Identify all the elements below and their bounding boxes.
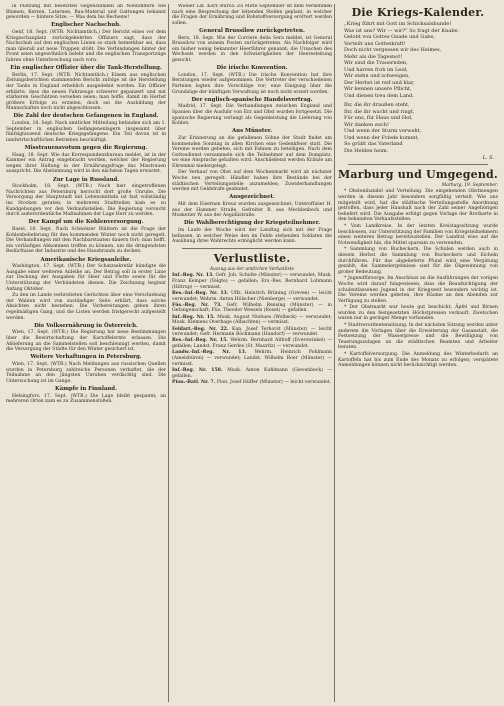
casualty-names: Wehrm. Bernhard Althoff (Everswinkel) — gefallen; Landst. Franz Gerdes (St. Mauritz) — verwundet. xyxy=(172,338,332,350)
local-news-item: * Jugendfürsorge. Im Anschluss an die Ausführungen der vorigen Woche wird darauf hingewiesen, dass die Beaufsichtigung der schulentlassenen Jugend in der Kriegszeit besonders wichtig ist. Die Vereine werden gebeten, ihre Räume an den Abenden zur Verfügung zu stellen. xyxy=(338,276,498,304)
article-headline: Ausgezeichnet. xyxy=(229,194,275,201)
casualty-entry xyxy=(172,327,332,338)
local-news-item: * Sammlung von Bucheckern. Die Schulen werden auch in diesem Herbst die Sammlung von Bucheckern und Eicheln durchführen. Für das abgelieferte Pfund wird eine Vergütung gezahlt; die Sammelergebnisse sind für die Ölgewinnung von großer Bedeutung. xyxy=(338,247,498,275)
poem-stanza: „Krieg führt mit Gott im Schicksalsbunde! Was ist uns? Wir — wir?“ So fragt der Knabe. Gelobt von Gottes Gnade und Gabe, Verteilt uns Gotteskraft! Doch nicht vergessen wir des Heimes, Mehr als die Tagesnot! Wir sind die Trauernden, Und harren froh im Leid; Wir stehn und schweigen, Der Herbst ist reif und klar, Wir kennen unsere Pflicht, Und dienen treu dem Land. xyxy=(344,21,460,99)
article-headline: Amerikanische Kriegsanleihe. xyxy=(40,256,132,263)
casualty-names: Wehrm. Heinrich Pohlmann (Amelsbüren) — verwundet; Landst. Wilhelm Roer (Münster) — vermisst. xyxy=(172,350,332,367)
column-divider xyxy=(168,4,169,702)
casualty-names: Gefr. Joh. Schulte (Münster) — verwundet; Musk. Franz Kemper (Telgte) — gefallen; Ers.-Res. Bernhard Lohmann (Hiltrup) — vermisst. xyxy=(172,273,332,290)
column-right xyxy=(338,4,498,702)
casualty-entry xyxy=(172,291,332,302)
casualty-entry xyxy=(172,273,332,290)
article-text: Basel, 18. Sept. Nach Schweizer Blättern ist die Frage der Kohlenbelieferung für den kommenden Winter noch nicht geregelt. Die Verhandlungen mit den Nachbarstaaten dauern fort; man hofft, ein vorläufiges Abkommen treffen zu können, um die dringendsten Bedürfnisse der Industrie und des Hausbrands zu decken. xyxy=(6,227,166,255)
regiment-label: Pion.-Batl. Nr. 7. xyxy=(172,379,217,385)
section-subtitle: Auszug aus der amtlichen Verlustliste xyxy=(209,266,295,272)
casualty-entry xyxy=(172,350,332,367)
article-headline: Ein englischer Offizier über die Tank-Herstellung. xyxy=(10,65,162,72)
regiment-label: Inf.-Reg. Nr. 15. xyxy=(172,314,218,320)
article-text: Madrid, 17. Sept. Die Verhandlungen zwischen England und Spanien über die Ausfuhr von Erz und Obst wurden fortgesetzt. Die spanische Regierung verlangt als Gegenleistung die Lieferung von Kohlen. xyxy=(172,104,332,127)
local-news-item: * Vom Landkreise. In der letzten Kreistagssitzung wurde beschlossen, zur Unterstützung der Familien von Kriegsteilnehmern einen weiteren Betrag bereitzustellen. Der Landrat wies auf die Notwendigkeit hin, die Mittel sparsam zu verwenden. xyxy=(338,223,498,246)
article-text: Genf, 18. Sept. (WTB. Nichtamtlich.) Der Bericht eines vor dem Kriegsschauplatz zurückgekehrten Offiziers sagt, dass der Nachschub auf den englischen Linien so stark bemerkbar sei, dass man überall auf neue Truppen stößt. Die Verbindungen hinter der Front seien ungewöhnlich belebt und die englischen Transportzüge fahren ohne Unterbrechung nach vorn. xyxy=(6,29,166,63)
article-headline: Die irische Konvention. xyxy=(216,65,288,72)
article-headline: General Brussilow zurückgetreten. xyxy=(199,27,305,34)
local-news-item: * Kartoffelversorgung. Die Anmeldung des Winterbedarfs an Kartoffeln hat bis zum Ende des Monats zu erfolgen; verspätete Anmeldungen können nicht berücksichtigt werden. xyxy=(338,352,498,369)
local-news-item: * Stadtverordnetensitzung. In der nächsten Sitzung werden unter anderem die Vorlagen über die Erweiterung der Gasanstalt, die Festsetzung der Wasserpreise und die Bewilligung von Teuerungszulagen an die städtischen Beamten und Arbeiter beraten. xyxy=(338,323,498,351)
article-headline: Zur Lage in Russland. xyxy=(52,176,120,183)
regiment-label: Feldart.-Reg. Nr. 22. xyxy=(172,326,233,332)
casualty-entry xyxy=(172,380,332,386)
casualty-names: Musk. Anton Kuhlmann (Gievenbeck) — gefallen. xyxy=(172,367,332,379)
casualty-names: Uffz. Heinrich Brüning (Greven) — leicht verwundet; Wehrm. Anton Hölscher (Nienberge) — verwundet. xyxy=(172,290,332,302)
article-text: Zur Erinnerung an die gefallenen Söhne der Stadt findet am kommenden Sonntag in allen Kirchen eine Gedenkfeier statt. Die Vereine werden gebeten, sich mit Fahnen zu beteiligen. Nach dem Gottesdienst versammeln sich die Teilnehmer auf dem Domplatz, wo eine Ansprache gehalten wird. Anschließend werden Kränze am Ehrenmal niedergelegt. xyxy=(172,135,332,169)
article-headline: Englischer Nachschub. xyxy=(51,22,121,29)
casualty-entry xyxy=(172,338,332,349)
regiment-label: Landw.-Inf.-Reg. Nr. 13. xyxy=(172,350,255,356)
article-text: Berlin, 17. Sept. (WTB. Nichtamtlich.) Einem aus englischen Zeitungsberichten stammenden Bericht zufolge ist die Herstellung der Tanks in England erheblich ausgedehnt worden. Ein Offizier erklärte, dass die neuen Fahrzeuge schwerer gepanzert und mit stärkeren Geschützen versehen seien; man hoffe, damit im Herbst größere Erfolge zu erzielen, doch sei die Ausbildung der Mannschaften noch nicht abgeschlossen. xyxy=(6,72,166,112)
article-text: Wien, 17. Sept. (WTB.) Die Regierung hat neue Bestimmungen über die Bewirtschaftung der Kartoffelernte erlassen. Die Ablieferung an die Sammelstellen soll beschleunigt werden, damit die Versorgung der Städte für den Winter gesichert ist. xyxy=(6,330,166,353)
article-text: London, 18. Sept. Nach amtlicher Mitteilung befanden sich am 1. September in englischen Gefangenenlagern insgesamt über fünfzigtausend deutsche Kriegsgefangene. Ein Teil davon ist in landwirtschaftlichen Betrieben beschäftigt. xyxy=(6,121,166,143)
article-text: Haag, 18. Sept. Wie das Korrespondenzbureau meldet, ist in der Kammer ein Antrag eingebracht worden, welcher der Regierung wegen ihrer Haltung in der Ernährungsfrage das Misstrauen ausspricht. Die Abstimmung wird in den nächsten Tagen erwartet. xyxy=(6,152,166,175)
casualty-names: Pion. Josef Hüffer (Münster) — leicht verwundet. xyxy=(216,379,332,385)
article-text: in Plötzung mit besetzten Gegenständen an Nonndlltern wie Blumen, Kerzen, Laternen, Bau-Material und Gattungen bekannt geworden — hintere Sitze. — Was dem bis Rechenw! xyxy=(6,4,166,21)
article-text: London, 17. Sept. (WTB.) Die irische Konvention hat ihre Beratungen wieder aufgenommen. Die Vertreter der verschiedenen Parteien legten ihre Vorschläge vor; eine Einigung über die Grundzüge der künftigen Verwaltung ist noch nicht erzielt worden. xyxy=(172,72,332,95)
article-headline: Der Kampf um die Kohlenversorgung. xyxy=(28,219,144,226)
regiment-label: Füs.-Reg. Nr. 73. xyxy=(172,302,227,308)
local-news-item: * Der Obstmarkt war heute gut beschickt; Äpfel und Birnen wurden zu den festgesetzten Höchstpreisen verkauft, Zwetschen waren nur in geringer Menge vorhanden. xyxy=(338,305,498,322)
casualty-names: Kan. Josef Terhorst (Münster) — leicht verwundet; Gefr. Hermann Böckmann (Handorf) — verwundet. xyxy=(172,326,332,338)
article-text: Der Verkauf von Obst auf dem Wochenmarkt wird ab nächster Woche neu geregelt. Händler haben ihre Bestände bei der städtischen Verteilungsstelle anzumelden; Zuwiderhandlungen werden mit Geldstrafe geahndet. xyxy=(172,170,332,193)
article-headline: Kämpfe in Finnland. xyxy=(55,385,117,392)
article-text: Mit dem Eisernen Kreuz wurden ausgezeichnet: Unteroffizier H. aus der Hammer Straße, Gefreiter B. aus Mecklenbeck und Musketier W. aus der Aegidiistraße. xyxy=(172,202,332,219)
casualty-names: Gefr. Wilhelm Rensing (Münster) — in Gefangenschaft; Füs. Theodor Wessels (Roxel) — gefallen. xyxy=(172,302,332,314)
casualty-list xyxy=(172,273,332,385)
article-text: Wiener Lat. Korr.-Büros: Zu Mitte September ist dem Vernehmen nach eine Besprechung der leitenden Stellen geplant, in welcher die Fragen der Ernährung und Rohstoffversorgung erörtert werden sollen. xyxy=(172,4,332,26)
author-signature: L. S. xyxy=(482,155,494,161)
local-news-item: * Obsteinhandel und Verteilung. Die eingehenden Obstmengen werden in diesem Jahr besonders sorgfältig verteilt. Wie uns mitgeteilt wird, hat die städtische Verteilungsstelle Anordnung getroffen, dass jeder Haushalt nach der Zahl seiner Angehörigen beliefert wird. Die Ausgabe erfolgt gegen Vorlage der Brotkarte in den bekannten Verkaufsstellen. xyxy=(338,189,498,223)
article-headline: Aus Münster. xyxy=(232,128,272,135)
casualty-names: Musk. August Niehues (Wolbeck) — verwundet; Musk. Klemens Overhage (Albachten) — vermisst. xyxy=(172,314,332,326)
column-middle xyxy=(172,4,332,702)
article-headline: Die Volksernährung in Österreich. xyxy=(34,322,138,329)
article-text: Wien, 17. Sept. (WTB.) Nach Meldungen aus russischen Quellen wurden in Petersburg zahlreiche Personen verhaftet, die der Teilnahme an den jüngsten Unruhen verdächtig sind. Die Untersuchung ist im Gange. xyxy=(6,361,166,384)
section-title: Verlustliste. xyxy=(213,251,291,265)
section-title: Marburg und Umgegend. xyxy=(338,168,498,181)
article-text: Washington, 17. Sept. (WTB.) Der Schatzsekretär kündigte die Ausgabe einer weiteren Anleihe an. Der Betrag soll in erster Linie zur Deckung der Ausgaben für Heer und Flotte sowie für die Unterstützung der Verbündeten dienen. Die Zeichnung beginnt Anfang Oktober. xyxy=(6,264,166,292)
dateline: Marburg, 19. September. xyxy=(441,183,498,188)
article-headline: Weitere Verhaftungen in Petersburg. xyxy=(30,354,142,361)
poem-stanza: Ihr, die ihr draußen steht, Ihr, die ihr wacht und ringt, Für uns, für Haus und Hof, Wir danken euch! Und wenn der Sturm verweht, Und wenn der Friede kommt, So grüßt das Vaterland Die Helden heim. xyxy=(344,102,422,154)
article-headline: Misstrauensvotum gegen die Regierung. xyxy=(24,144,148,151)
column-left xyxy=(6,4,166,702)
section-divider xyxy=(348,164,488,165)
article-text: Helsingfors, 17. Sept. (WTB.) Die Lage bleibt gespannt; an mehreren Orten kam es zu Zusammenstößen. xyxy=(6,393,166,405)
casualty-entry xyxy=(172,303,332,314)
article-text: Im Laufe der Woche wird der Landtag sich mit der Frage befassen, in welcher Weise den im Felde stehenden Soldaten die Ausübung ihres Wahlrechts ermöglicht werden kann. xyxy=(172,228,332,245)
article-text: Bern, 18. Sept. Wie der Corriere della Sera meldet, ist General Brussilow von seinem Posten zurückgetreten. Als Nachfolger wird ein bisher wenig bekannter Heerführer genannt; die Ursachen des Wechsels werden in den Schwierigkeiten der Heeresleitung gesucht. xyxy=(172,35,332,63)
column-divider xyxy=(334,4,335,702)
casualty-entry xyxy=(172,315,332,326)
regiment-label: Inf.-Reg. Nr. 13. xyxy=(172,273,216,279)
article-text: Zu den im Lande verbreiteten Gerüchten über eine Verschiebung der Wahlen wird von zuständiger Seite erklärt, dass solche Absichten nicht bestehen. Die Vorbereitungen gehen ihren regelmäßigen Gang, und die Listen werden fristgerecht aufgestellt werden. xyxy=(6,293,166,321)
section-divider xyxy=(182,248,322,249)
regiment-label: Inf.-Reg. Nr. 158. xyxy=(172,367,228,373)
article-headline: Die Wahlberechtigung der Kriegsteilnehmer. xyxy=(184,220,320,227)
article-headline: Die Zahl der deutschen Gefangenen in England. xyxy=(13,113,159,120)
feuilleton-title: Die Kriegs-Kalender. xyxy=(351,6,485,19)
article-text: Stockholm, 18. Sept. (WTB.) Nach hier eingetroffenen Nachrichten aus Petersburg herrscht dort große Unruhe. Die Versorgung der Hauptstadt mit Lebensmitteln ist fast vollständig ins Stocken geraten; in mehreren Stadtteilen kam es zu Kundgebungen vor den Verkaufsstellen. Die Regierung versucht durch außerordentliche Maßnahmen der Lage Herr zu werden. xyxy=(6,184,166,218)
regiment-label: Res.-Inf.-Reg. Nr. 15. xyxy=(172,338,231,344)
article-headline: Der englisch-spanische Handelsvertrag. xyxy=(191,96,313,103)
regiment-label: Res.-Inf.-Reg. Nr. 13. xyxy=(172,290,232,296)
casualty-entry xyxy=(172,368,332,379)
